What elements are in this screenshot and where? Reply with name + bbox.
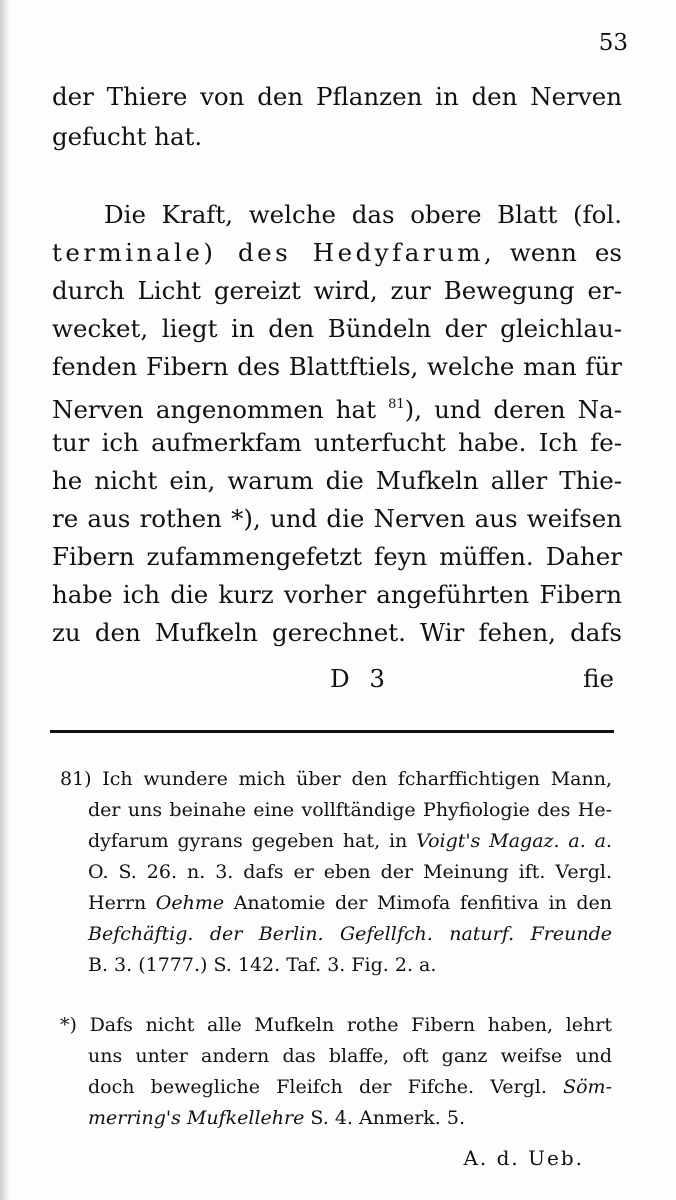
body-line: zu den Mufkeln gerechnet. Wir fehen, dafs	[52, 618, 622, 647]
footnote-line	[88, 1103, 612, 1134]
footnote-line	[88, 826, 612, 857]
citation-italic: merring's Mufkellehre	[88, 1107, 305, 1129]
footnote-line: B. 3. (1777.) S. 142. Taf. 3. Fig. 2. a.	[88, 954, 437, 976]
body-line: re aus rothen *), und die Nerven aus weifsen	[52, 504, 622, 533]
page-number: 53	[598, 30, 628, 56]
page-edge-shadow	[0, 0, 10, 1200]
body-line: wecket, liegt in den Bündeln der gleichlau-	[52, 314, 622, 343]
signature-mark: D 3	[330, 664, 392, 693]
body-line: he nicht ein, warum die Mufkeln aller Thie-	[52, 466, 622, 495]
body-text-run: terminale) des	[52, 238, 313, 267]
body-line: habe ich die kurz vorher angeführten Fibern	[52, 580, 622, 609]
signature-row	[52, 660, 622, 698]
footnote-text-run: dyfarum gyrans gegeben hat, in	[88, 830, 417, 852]
translator-note-signature: A. d. Ueb.	[463, 1146, 584, 1170]
footnote-line: 81) Ich wundere mich über den fcharffichtigen Mann,	[60, 768, 612, 790]
footnote-line: O. S. 26. n. 3. dafs er eben der Meinung ift. Vergl.	[88, 861, 612, 883]
footnote-line	[88, 919, 612, 950]
footnote-line: *) Dafs nicht alle Mufkeln rothe Fibern haben, lehrt	[60, 1014, 612, 1036]
catchword: fie	[583, 664, 614, 693]
citation-italic: Oehme	[155, 892, 225, 914]
body-line	[52, 386, 622, 424]
body-line	[52, 234, 622, 272]
citation-italic: Befchäftig. der Berlin. Gefellfch. naturf. Freunde	[88, 923, 612, 945]
body-line: Fibern zufammengefetzt feyn müffen. Daher	[52, 542, 622, 571]
body-text-run: ), und deren Na-	[404, 395, 623, 424]
body-text-run: , wenn es	[484, 238, 622, 267]
body-text-run: Nerven angenommen hat	[52, 395, 389, 424]
citation-italic: Söm-	[563, 1076, 612, 1098]
footnote-rule	[50, 730, 614, 733]
footnote-line: uns unter andern das blaffe, oft ganz weifse und	[88, 1045, 612, 1067]
body-line: der Thiere von den Pflanzen in den Nerven	[52, 82, 622, 111]
footnote-ref-81: 81	[388, 397, 405, 412]
footnote-text-run: Herrn	[88, 892, 156, 914]
species-name: Hedyfarum	[312, 238, 485, 267]
body-line: fenden Fibern des Blattftiels, welche man für	[52, 352, 622, 381]
footnote-text-run: doch bewegliche Fleifch der Fifche. Vergl.	[88, 1076, 564, 1098]
body-line: tur ich aufmerkfam unterfucht habe. Ich fe-	[52, 428, 622, 457]
body-line: Die Kraft, welche das obere Blatt (fol.	[104, 200, 622, 229]
footnote-text-run: S. 4. Anmerk. 5.	[304, 1107, 466, 1129]
citation-italic: Voigt's Magaz. a. a.	[416, 830, 612, 852]
footnote-line	[88, 888, 612, 919]
body-line: durch Licht gereizt wird, zur Bewegung er-	[52, 276, 622, 305]
footnote-line	[88, 1072, 612, 1103]
footnote-text-run: Anatomie der Mimofa fenfitiva in den	[224, 892, 612, 914]
body-line: gefucht hat.	[52, 122, 203, 151]
footnote-line: der uns beinahe eine vollftändige Phyfiologie des He-	[88, 799, 612, 821]
